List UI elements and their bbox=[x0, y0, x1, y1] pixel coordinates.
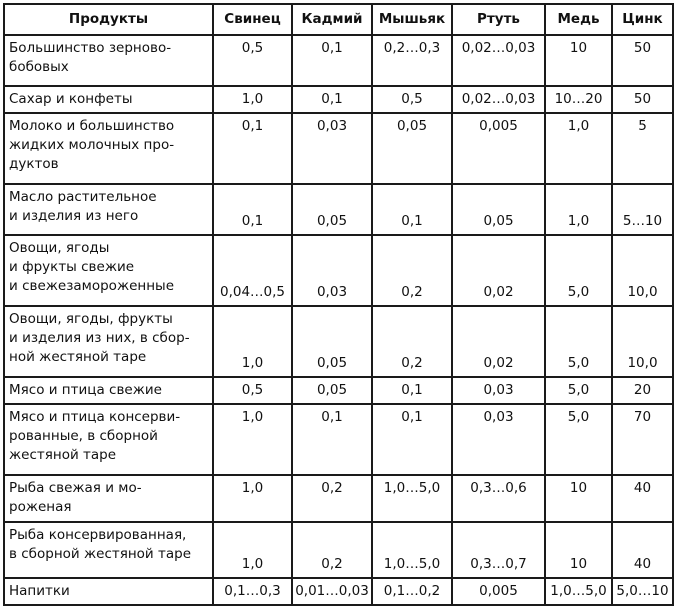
product-name-cell: Овощи, ягоды, фрукты и изделия из них, в сбор- ной жестяной таре bbox=[4, 306, 213, 377]
table-row bbox=[4, 184, 673, 235]
table-row bbox=[4, 113, 673, 184]
arsenic-value-cell: 0,2…0,3 bbox=[372, 35, 452, 86]
table-row bbox=[4, 235, 673, 306]
mercury-value-cell: 0,005 bbox=[452, 113, 545, 184]
cadmium-value-cell: 0,2 bbox=[292, 475, 372, 522]
header-zinc: Цинк bbox=[612, 4, 673, 35]
table-row bbox=[4, 578, 673, 605]
arsenic-value-cell: 1,0…5,0 bbox=[372, 522, 452, 578]
mercury-value-cell: 0,3…0,7 bbox=[452, 522, 545, 578]
table-row bbox=[4, 404, 673, 475]
cadmium-value-cell: 0,2 bbox=[292, 522, 372, 578]
mercury-value-cell: 0,3…0,6 bbox=[452, 475, 545, 522]
header-copper: Медь bbox=[545, 4, 612, 35]
copper-value-cell: 1,0 bbox=[545, 184, 612, 235]
mercury-value-cell: 0,02…0,03 bbox=[452, 35, 545, 86]
lead-value-cell: 0,1 bbox=[213, 184, 292, 235]
cadmium-value-cell: 0,03 bbox=[292, 113, 372, 184]
zinc-value-cell: 10,0 bbox=[612, 235, 673, 306]
arsenic-value-cell: 1,0…5,0 bbox=[372, 475, 452, 522]
mercury-value-cell: 0,02 bbox=[452, 306, 545, 377]
copper-value-cell: 10 bbox=[545, 475, 612, 522]
arsenic-value-cell: 0,2 bbox=[372, 235, 452, 306]
product-name-cell: Молоко и большинство жидких молочных про- дуктов bbox=[4, 113, 213, 184]
arsenic-value-cell: 0,1 bbox=[372, 184, 452, 235]
arsenic-value-cell: 0,5 bbox=[372, 86, 452, 113]
copper-value-cell: 1,0 bbox=[545, 113, 612, 184]
zinc-value-cell: 10,0 bbox=[612, 306, 673, 377]
product-name-cell: Рыба свежая и мо- роженая bbox=[4, 475, 213, 522]
zinc-value-cell: 70 bbox=[612, 404, 673, 475]
table-row bbox=[4, 35, 673, 86]
mercury-value-cell: 0,02…0,03 bbox=[452, 86, 545, 113]
lead-value-cell: 0,04…0,5 bbox=[213, 235, 292, 306]
header-row bbox=[4, 4, 673, 35]
mercury-value-cell: 0,05 bbox=[452, 184, 545, 235]
product-name-cell: Мясо и птица консерви- рованные, в сборной жестяной таре bbox=[4, 404, 213, 475]
zinc-value-cell: 40 bbox=[612, 475, 673, 522]
product-name-cell: Масло растительное и изделия из него bbox=[4, 184, 213, 235]
table-row bbox=[4, 377, 673, 404]
arsenic-value-cell: 0,2 bbox=[372, 306, 452, 377]
table-row bbox=[4, 306, 673, 377]
cadmium-value-cell: 0,1 bbox=[292, 86, 372, 113]
zinc-value-cell: 50 bbox=[612, 35, 673, 86]
copper-value-cell: 10…20 bbox=[545, 86, 612, 113]
lead-value-cell: 0,5 bbox=[213, 35, 292, 86]
product-name-cell: Рыба консервированная, в сборной жестяной таре bbox=[4, 522, 213, 578]
product-name-cell: Напитки bbox=[4, 578, 213, 605]
zinc-value-cell: 5…10 bbox=[612, 184, 673, 235]
header-lead: Свинец bbox=[213, 4, 292, 35]
arsenic-value-cell: 0,1 bbox=[372, 404, 452, 475]
lead-value-cell: 0,5 bbox=[213, 377, 292, 404]
zinc-value-cell: 5 bbox=[612, 113, 673, 184]
heavy-metals-table bbox=[3, 3, 674, 606]
table-container bbox=[3, 3, 674, 606]
copper-value-cell: 5,0 bbox=[545, 306, 612, 377]
lead-value-cell: 0,1…0,3 bbox=[213, 578, 292, 605]
table-row bbox=[4, 475, 673, 522]
copper-value-cell: 5,0 bbox=[545, 404, 612, 475]
header-mercury: Ртуть bbox=[452, 4, 545, 35]
lead-value-cell: 1,0 bbox=[213, 306, 292, 377]
zinc-value-cell: 5,0…10 bbox=[612, 578, 673, 605]
copper-value-cell: 5,0 bbox=[545, 235, 612, 306]
product-name-cell: Большинство зерново- бобовых bbox=[4, 35, 213, 86]
header-products: Продукты bbox=[4, 4, 213, 35]
cadmium-value-cell: 0,1 bbox=[292, 404, 372, 475]
product-name-cell: Мясо и птица свежие bbox=[4, 377, 213, 404]
cadmium-value-cell: 0,05 bbox=[292, 306, 372, 377]
cadmium-value-cell: 0,05 bbox=[292, 184, 372, 235]
cadmium-value-cell: 0,03 bbox=[292, 235, 372, 306]
lead-value-cell: 1,0 bbox=[213, 404, 292, 475]
mercury-value-cell: 0,03 bbox=[452, 404, 545, 475]
mercury-value-cell: 0,005 bbox=[452, 578, 545, 605]
zinc-value-cell: 20 bbox=[612, 377, 673, 404]
table-row bbox=[4, 86, 673, 113]
cadmium-value-cell: 0,05 bbox=[292, 377, 372, 404]
copper-value-cell: 10 bbox=[545, 35, 612, 86]
table-row bbox=[4, 522, 673, 578]
mercury-value-cell: 0,03 bbox=[452, 377, 545, 404]
arsenic-value-cell: 0,05 bbox=[372, 113, 452, 184]
lead-value-cell: 1,0 bbox=[213, 522, 292, 578]
header-cadmium: Кадмий bbox=[292, 4, 372, 35]
mercury-value-cell: 0,02 bbox=[452, 235, 545, 306]
cadmium-value-cell: 0,1 bbox=[292, 35, 372, 86]
copper-value-cell: 5,0 bbox=[545, 377, 612, 404]
lead-value-cell: 0,1 bbox=[213, 113, 292, 184]
copper-value-cell: 10 bbox=[545, 522, 612, 578]
zinc-value-cell: 50 bbox=[612, 86, 673, 113]
copper-value-cell: 1,0…5,0 bbox=[545, 578, 612, 605]
lead-value-cell: 1,0 bbox=[213, 475, 292, 522]
cadmium-value-cell: 0,01…0,03 bbox=[292, 578, 372, 605]
product-name-cell: Сахар и конфеты bbox=[4, 86, 213, 113]
product-name-cell: Овощи, ягоды и фрукты свежие и свежезамороженные bbox=[4, 235, 213, 306]
lead-value-cell: 1,0 bbox=[213, 86, 292, 113]
arsenic-value-cell: 0,1…0,2 bbox=[372, 578, 452, 605]
arsenic-value-cell: 0,1 bbox=[372, 377, 452, 404]
zinc-value-cell: 40 bbox=[612, 522, 673, 578]
header-arsenic: Мышьяк bbox=[372, 4, 452, 35]
